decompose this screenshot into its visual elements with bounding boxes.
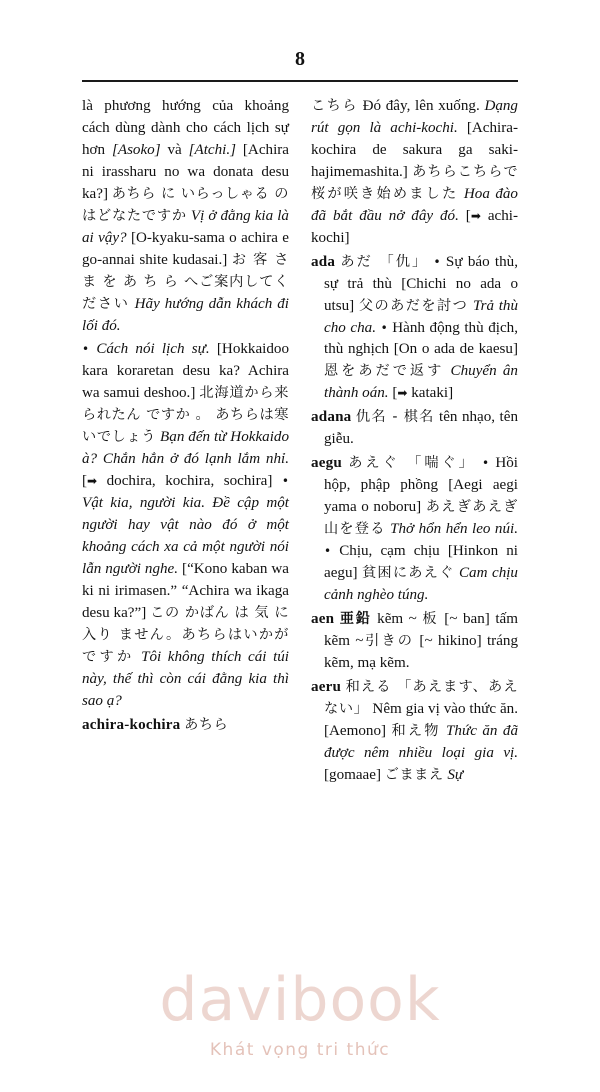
column-left (82, 96, 289, 1056)
entry-headword: aen (311, 610, 335, 627)
page-number: 8 (295, 48, 305, 70)
entry-headword: achira-kochira (82, 716, 181, 733)
dictionary-entry: achira-kochira あちら (82, 716, 229, 733)
dictionary-entry: aegu あえぐ 「喘ぐ」 • Hồi hộp, phập phồng [Aegi aegi yama o noboru] あえぎあえぎ山を登る Thở hổn hển leo núi. • Chịu, cạm chịu [Hinkon ni aegu] 貧困にあえぐ Cam chịu cảnh nghèo túng. (311, 455, 519, 603)
text-block: こちら Đó đây, lên xuống. Dạng rút gọn là achi-kochi. [Achira-kochira de sakura ga saki-hajimemashita.] あちらこちらで桜が咲き始めました Hoa đào đã bắt đầu nở đây đó. [➡ achi-kochi] (311, 98, 519, 246)
entry-headword: aegu (311, 455, 342, 472)
header-divider (82, 80, 518, 82)
text-block: là phương hướng của khoảng cách dùng dành cho cách lịch sự hơn [Asoko] và [Atchi.] [Achira ni irassharu no wa donata desu ka?] あちら に いらっしゃる のはどなたですか Vị ở đằng kia là ai vậy? [O-kyaku-sama o achira e go-annai shite kudasai.] お 客 さ ま を あ ち ら へご案内してください Hãy hướng dẫn khách đi lối đó. (82, 98, 289, 334)
two-column-body (82, 96, 518, 1056)
text-block: • Cách nói lịch sự. [Hokkaidoo kara koraretan desu ka? Achira wa samui deshoo.] 北海道から来られたん ですか 。 あちらは寒いでしょう Bạn đến từ Hokkaido à? Chắn hẳn ở đó lạnh lắm nhỉ. [➡ dochira, kochira, sochira] • Vật kia, người kia. Đề cập một người hay vật nào đó ở một khoảng cách xa cả một người nói lẫn người nghe. [“Kono kaban wa ki ni irimasen.” “Achira wa ikaga desu ka?”] この かばん は 気 に 入り ません。あちらはいかが ですか Tôi không thích cái túi này, thế thì còn cái đằng kia thì sao ạ? (82, 341, 290, 709)
column-right (311, 96, 518, 1056)
entry-headword: aeru (311, 678, 342, 695)
entry-headword: ada (311, 253, 336, 270)
dictionary-entry: adana 仇名 - 棋名 tên nhạo, tên giễu. (311, 409, 518, 448)
entry-headword: adana (311, 409, 352, 426)
watermark-logo: davibook (159, 965, 441, 1035)
dictionary-entry: aen 亜鉛 kẽm ~ 板 [~ ban] tấm kẽm ~引きの [~ hikino] tráng kẽm, mạ kẽm. (311, 610, 518, 671)
watermark-tagline: Khát vọng tri thức (209, 1040, 391, 1060)
dictionary-entry: ada あだ 「仇」 • Sự báo thù, sự trả thù [Chichi no ada o utsu] 父のあだを討つ Trả thù cho cha. • Hành động thù địch, thù nghịch [On o ada de kaesu] 恩をあだで返す Chuyển ân thành oán. [➡ kataki] (311, 253, 518, 402)
dictionary-entry: aeru 和える 「あえます、あえない」 Nêm gia vị vào thức ăn. [Aemono] 和え物 Thức ăn đã được nêm nhiều loại gia vị. [gomaae] ごままえ Sự (311, 678, 519, 783)
